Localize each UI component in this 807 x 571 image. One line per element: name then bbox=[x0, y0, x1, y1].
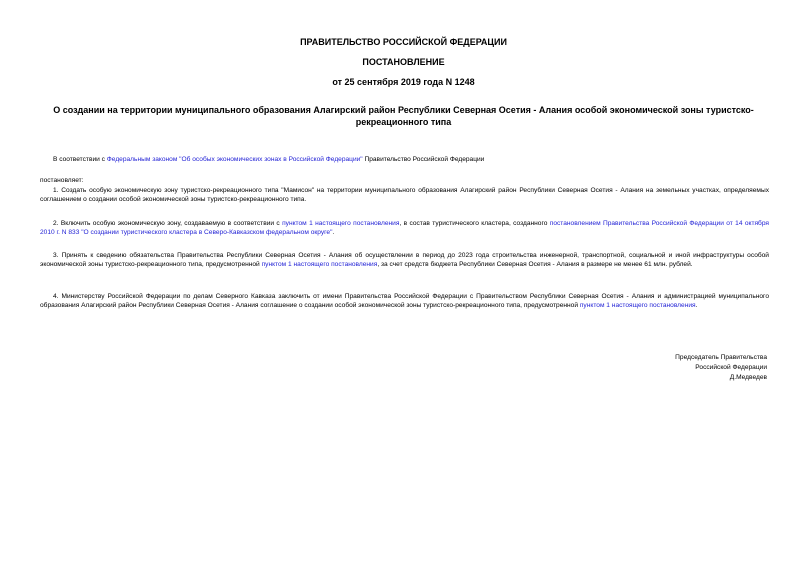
signatory-name: Д.Медведев bbox=[729, 374, 767, 382]
preamble bbox=[40, 155, 769, 164]
paragraph-2-text-a: 2. Включить особую экономическую зону, создаваемую в соответствии с bbox=[53, 220, 283, 227]
paragraph-4 bbox=[40, 292, 769, 311]
document-type: ПОСТАНОВЛЕНИЕ bbox=[362, 57, 445, 67]
document-date-number: от 25 сентября 2019 года N 1248 bbox=[332, 77, 475, 87]
paragraph-3-link-item-1[interactable]: пунктом 1 настоящего постановления bbox=[261, 261, 378, 269]
paragraph-4-link-item-1[interactable]: пунктом 1 настоящего постановления bbox=[579, 302, 696, 310]
signature-block bbox=[567, 353, 767, 384]
paragraph-3-text-a: 3. Принять к сведению обязательства Правительства Республики Северная Осетия - Алания об осуществлении в период до 2023 года строительства инженерной, транспортной, социальной и иной инфраструктуры особой экономической зоны туристско-рекреационного типа, предусмотренной bbox=[40, 252, 769, 269]
decides-label: постановляет: bbox=[40, 177, 84, 184]
paragraph-2-text-c: . bbox=[332, 229, 335, 237]
paragraph-2-text-b: , в состав туристического кластера, созданного bbox=[399, 220, 550, 227]
paragraph-4-text-b: . bbox=[695, 302, 698, 310]
paragraph-2-link-resolution-833[interactable]: постановлением Правительства Российской Федерации от 14 октября 2010 г. N 833 "О создании туристического кластера в Северо-Кавказском федеральном округе" bbox=[40, 220, 769, 237]
paragraph-4-text-a: 4. Министерству Российской Федерации по делам Северного Кавказа заключить от имени Правительства Российской Федерации с Правительством Республики Северная Осетия - Алания и администрацией муниципального образования Алагирский район Республики Северная Осетия - Алания соглашение о создании особой экономической зоны туристско-рекреационного типа, предусмотренной bbox=[40, 293, 769, 310]
preamble-text-after: Правительство Российской Федерации bbox=[362, 156, 485, 163]
paragraph-1: 1. Создать особую экономическую зону туристско-рекреационного типа "Мамисон" на территории муниципального образования Алагирский район Республики Северная Осетия - Алания на земельных участках, определяемых соглашением о создании особой экономической зоны туристско-рекреационного типа. bbox=[40, 187, 769, 204]
preamble-text-before: В соответствии с bbox=[53, 156, 107, 163]
signatory-position: Председатель Правительства bbox=[675, 354, 767, 361]
paragraph-2 bbox=[40, 219, 769, 238]
issuing-authority: ПРАВИТЕЛЬСТВО РОССИЙСКОЙ ФЕДЕРАЦИИ bbox=[300, 37, 507, 47]
signatory-organization: Российской Федерации bbox=[695, 364, 767, 372]
paragraph-3 bbox=[40, 251, 769, 270]
document-title: О создании на территории муниципального образования Алагирский район Республики Северная Осетия - Алания особой экономической зоны туристско-рекреационного типа bbox=[53, 105, 754, 127]
federal-law-link[interactable]: Федеральным законом "Об особых экономических зонах в Российской Федерации" bbox=[106, 156, 363, 163]
paragraph-2-link-item-1[interactable]: пунктом 1 настоящего постановления bbox=[282, 220, 400, 227]
paragraph-3-text-b: , за счет средств бюджета Республики Северная Осетия - Алания в размере не менее 61 млн. рублей. bbox=[377, 261, 693, 269]
